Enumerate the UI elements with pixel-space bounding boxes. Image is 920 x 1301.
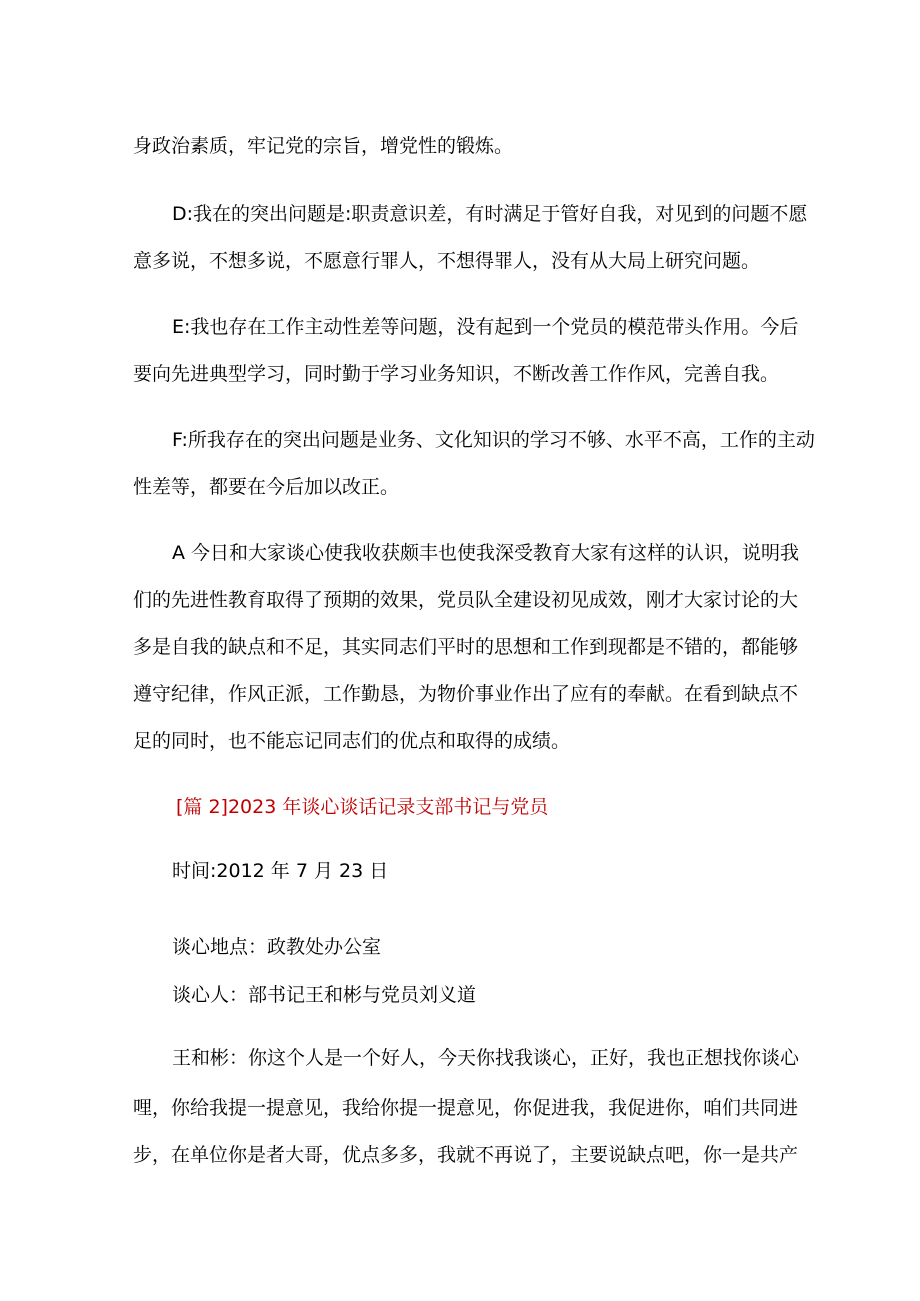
meeting-location: 谈心地点：政教处办公室	[172, 936, 382, 958]
text-line: 身政治素质，牢记党的宗旨，增党性的锻炼。	[133, 135, 514, 157]
text-line: 足的同时，也不能忘记同志们的优点和取得的成绩。	[133, 730, 571, 752]
text-line: A 今日和大家谈心使我收获颇丰也使我深受教育大家有这样的认识，说明我	[172, 542, 800, 564]
text-line: 哩，你给我提一提意见，我给你提一提意见，你促进我，我促进你，咱们共同进	[133, 1097, 799, 1119]
text-line: F:所我存在的突出问题是业务、文化知识的学习不够、水平不高，工作的主动	[172, 429, 815, 451]
text-line: 要向先进典型学习，同时勤于学习业务知识，不断改善工作作风，完善自我。	[133, 363, 780, 385]
text-line: 遵守纪律，作风正派，工作勤恳，为物价事业作出了应有的奉献。在看到缺点不	[133, 683, 799, 705]
text-line: 步，在单位你是者大哥，优点多多，我就不再说了，主要说缺点吧，你一是共产	[133, 1144, 799, 1166]
meeting-persons: 谈心人：部书记王和彬与党员刘义道	[172, 984, 477, 1006]
text-line: 性差等，都要在今后加以改正。	[133, 476, 400, 498]
meeting-time: 时间:2012 年 7 月 23 日	[172, 860, 389, 882]
text-line: 意多说，不想多说，不愿意行罪人，不想得罪人，没有从大局上研究问题。	[133, 250, 761, 272]
text-line: D:我在的突出问题是:职责意识差，有时满足于管好自我，对见到的问题不愿	[172, 203, 808, 225]
text-line: 多是自我的缺点和不足，其实同志们平时的思想和工作到现都是不错的，都能够	[133, 636, 799, 658]
text-line: 们的先进性教育取得了预期的效果，党员队全建设初见成效，刚才大家讨论的大	[133, 589, 799, 611]
text-line: 王和彬：你这个人是一个好人，今天你找我谈心，正好，我也正想找你谈心	[172, 1047, 800, 1069]
section-heading: [篇 2]2023 年谈心谈话记录支部书记与党员	[176, 796, 549, 818]
text-line: E:我也存在工作主动性差等问题，没有起到一个党员的模范带头作用。今后	[172, 316, 799, 338]
